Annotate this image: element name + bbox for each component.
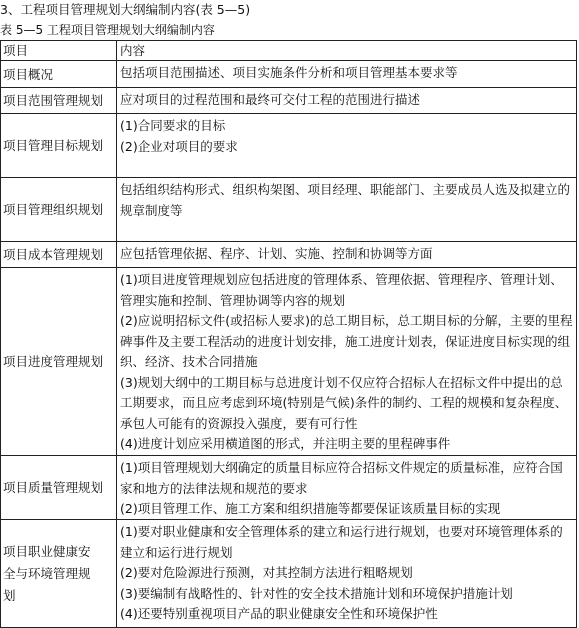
content-line: 包括组织结构形式、组织构架图、项目经理、职能部门、主要成员人选及拟建立的规章制度等: [120, 182, 571, 218]
row-item: 项目质量管理规划: [1, 456, 117, 520]
content-line: (1)要对职业健康和安全管理体系的建立和运行进行规划，也要对环境管理体系的建立和运行进行规划: [120, 524, 563, 560]
row-item: 项目成本管理规划: [1, 242, 117, 268]
table-row: [1, 268, 577, 456]
content-line: 包括项目范围描述、项目实施条件分析和项目管理基本要求等: [120, 65, 458, 80]
row-content: [117, 114, 577, 178]
content-line: 应对项目的过程范围和最终可交付工程的范围进行描述: [120, 92, 421, 107]
content-line: (1)项目管理规划大纲确定的质量目标应符合招标文件规定的质量标准，应符合国家和地方的法律法规和规范的要求: [120, 460, 563, 496]
table-row: [1, 61, 577, 88]
content-line: (2)企业对项目的要求: [120, 138, 238, 154]
content-line: (2)要对危险源进行预测，对其控制方法进行粗略规划: [120, 565, 413, 580]
table-row: [1, 456, 577, 520]
table-row: [1, 242, 577, 268]
table-header-row: [1, 41, 577, 61]
row-item: 项目概况: [1, 61, 117, 88]
row-item: 项目管理目标规划: [1, 114, 117, 178]
content-line: (2)项目管理工作、施工方案和组织措施等都要保证该质量目标的实现: [120, 501, 501, 516]
table-row: [1, 88, 577, 114]
row-content: [117, 456, 577, 520]
content-line: (4)还要特别重视项目产品的职业健康安全性和环境保护性: [120, 606, 438, 621]
section-heading: 3、工程项目管理规划大纲编制内容(表 5—5): [0, 2, 251, 17]
content-line: 应包括管理依据、程序、计划、实施、控制和协调等方面: [120, 246, 433, 261]
content-line: (2)应说明招标文件(或招标人要求)的总工期目标，总工期目标的分解，主要的里程碑事件及主要工程活动的进度计划安排，施工进度计划表，保证进度目标实现的组织、经济、技术合同措施: [120, 313, 573, 369]
row-item: 项目职业健康安全与环境管理规划: [1, 520, 117, 628]
row-item: 项目范围管理规划: [1, 88, 117, 114]
row-content: [117, 242, 577, 268]
table-row: [1, 178, 577, 242]
table-row: [1, 114, 577, 178]
row-content: [117, 178, 577, 242]
row-content: [117, 268, 577, 456]
table-caption: 表 5—5 工程项目管理规划大纲编制内容: [0, 23, 215, 37]
content-line: (3)规划大纲中的工期目标与总进度计划不仅应符合招标人在招标文件中提出的总工期要求，而且应考虑到环境(特别是气候)条件的制约、工程的规模和复杂程度、承包人可能有的资源投入强度，要有可行性: [120, 374, 568, 431]
row-item: 项目进度管理规划: [1, 268, 117, 456]
header-content: 内容: [117, 41, 577, 61]
content-line: (4)进度计划应采用横道图的形式，并注明主要的里程碑事件: [120, 436, 451, 451]
content-line: (1)项目进度管理规划应包括进度的管理体系、管理依据、管理程序、管理计划、管理实施和控制、管理协调等内容的规划: [120, 272, 563, 308]
row-content: [117, 520, 577, 628]
header-item: 项目: [1, 41, 117, 61]
row-content: [117, 61, 577, 88]
content-line: (3)要编制有战略性的、针对性的安全技术措施计划和环境保护措施计划: [120, 585, 513, 601]
planning-outline-table: [0, 40, 577, 628]
content-line: (1)合同要求的目标: [120, 118, 226, 133]
row-item: 项目管理组织规划: [1, 178, 117, 242]
table-row: [1, 520, 577, 628]
row-content: [117, 88, 577, 114]
